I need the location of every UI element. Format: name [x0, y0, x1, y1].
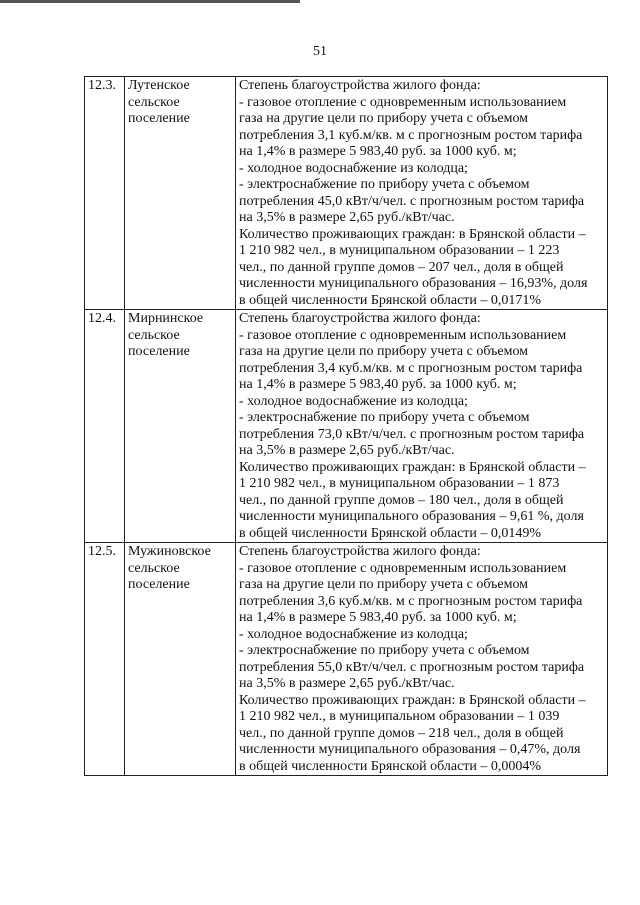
description-cell: [236, 310, 608, 543]
description-line: потребления 73,0 кВт/ч/чел. с прогнозным ростом тарифа: [239, 426, 585, 442]
description-line: Количество проживающих граждан: в Брянской области –: [239, 692, 586, 708]
settlement-name-line: сельское: [128, 560, 180, 576]
description-line: в общей численности Брянской области – 0,0149%: [239, 525, 542, 541]
description-line: в общей численности Брянской области – 0,0171%: [239, 292, 542, 308]
description-line: численности муниципального образования – 0,47%, доля: [239, 742, 581, 757]
description-line: 1 210 982 чел., в муниципальном образовании – 1 223: [239, 243, 560, 258]
description-line: - газовое отопление с одновременным использованием: [239, 94, 567, 110]
description-line: на 3,5% в размере 2,65 руб./кВт/час.: [239, 210, 455, 225]
description-line: на 3,5% в размере 2,65 руб./кВт/час.: [239, 443, 455, 458]
settlement-name-line: сельское: [128, 327, 180, 343]
description-line: чел., по данной группе домов – 207 чел., доля в общей: [239, 259, 564, 275]
description-line: газа на другие цели по прибору учета с объемом: [239, 577, 529, 592]
row-number: 12.4.: [88, 311, 116, 326]
top-scan-rule: [0, 0, 300, 3]
description-line: в общей численности Брянской области – 0,0004%: [239, 758, 542, 774]
description-line: потребления 45,0 кВт/ч/чел. с прогнозным ростом тарифа: [239, 193, 585, 209]
description-line: - электроснабжение по прибору учета с объемом: [239, 177, 530, 192]
description-line: Количество проживающих граждан: в Брянской области –: [239, 459, 586, 475]
description-line: численности муниципального образования – 16,93%, доля: [239, 276, 588, 291]
description-line: Степень благоустройства жилого фонда:: [239, 78, 481, 93]
description-cell: [236, 543, 608, 776]
settlement-name-line: Мирнинское: [128, 311, 204, 326]
settlement-name-line: сельское: [128, 94, 180, 110]
row-number-cell: [85, 543, 125, 776]
settlement-name-cell: [125, 77, 236, 310]
description-line: потребления 3,1 куб.м/кв. м с прогнозным ростом тарифа: [239, 127, 583, 143]
description-line: - газовое отопление с одновременным использованием: [239, 560, 567, 576]
settlement-name-line: Лутенское: [128, 78, 190, 93]
description-line: численности муниципального образования – 9,61 %, доля: [239, 509, 584, 524]
settlement-name-line: поселение: [128, 111, 190, 126]
row-number-cell: [85, 310, 125, 543]
description-line: на 1,4% в размере 5 983,40 руб. за 1000 куб. м;: [239, 610, 517, 625]
table-row: [85, 310, 608, 543]
settlement-name-line: поселение: [128, 577, 190, 592]
description-line: 1 210 982 чел., в муниципальном образовании – 1 873: [239, 476, 560, 491]
row-number: 12.5.: [88, 544, 116, 559]
description-line: потребления 3,6 куб.м/кв. м с прогнозным ростом тарифа: [239, 593, 583, 609]
description-line: потребления 3,4 куб.м/кв. м с прогнозным ростом тарифа: [239, 360, 583, 376]
description-line: газа на другие цели по прибору учета с объемом: [239, 344, 529, 359]
settlement-name-cell: [125, 543, 236, 776]
description-line: на 1,4% в размере 5 983,40 руб. за 1000 куб. м;: [239, 377, 517, 392]
description-line: Количество проживающих граждан: в Брянской области –: [239, 226, 586, 242]
description-line: - электроснабжение по прибору учета с объемом: [239, 643, 530, 658]
description-line: - холодное водоснабжение из колодца;: [239, 626, 468, 642]
settlement-name-line: Мужиновское: [128, 544, 211, 559]
description-cell: [236, 77, 608, 310]
settlement-name-line: поселение: [128, 344, 190, 359]
description-line: Степень благоустройства жилого фонда:: [239, 311, 481, 326]
row-number: 12.3.: [88, 78, 116, 93]
table-row: [85, 77, 608, 310]
table-body: [85, 77, 608, 776]
description-line: газа на другие цели по прибору учета с объемом: [239, 111, 529, 126]
description-line: чел., по данной группе домов – 180 чел., доля в общей: [239, 492, 564, 508]
description-line: - электроснабжение по прибору учета с объемом: [239, 410, 530, 425]
settlements-table: [84, 76, 608, 776]
settlement-name-cell: [125, 310, 236, 543]
row-number-cell: [85, 77, 125, 310]
description-line: - газовое отопление с одновременным использованием: [239, 327, 567, 343]
table-row: [85, 543, 608, 776]
description-line: чел., по данной группе домов – 218 чел., доля в общей: [239, 725, 564, 741]
description-line: на 3,5% в размере 2,65 руб./кВт/час.: [239, 676, 455, 691]
description-line: - холодное водоснабжение из колодца;: [239, 160, 468, 176]
page-number: 51: [313, 44, 327, 59]
description-line: - холодное водоснабжение из колодца;: [239, 393, 468, 409]
description-line: на 1,4% в размере 5 983,40 руб. за 1000 куб. м;: [239, 144, 517, 159]
description-line: 1 210 982 чел., в муниципальном образовании – 1 039: [239, 709, 560, 724]
description-line: Степень благоустройства жилого фонда:: [239, 544, 481, 559]
description-line: потребления 55,0 кВт/ч/чел. с прогнозным ростом тарифа: [239, 659, 585, 675]
